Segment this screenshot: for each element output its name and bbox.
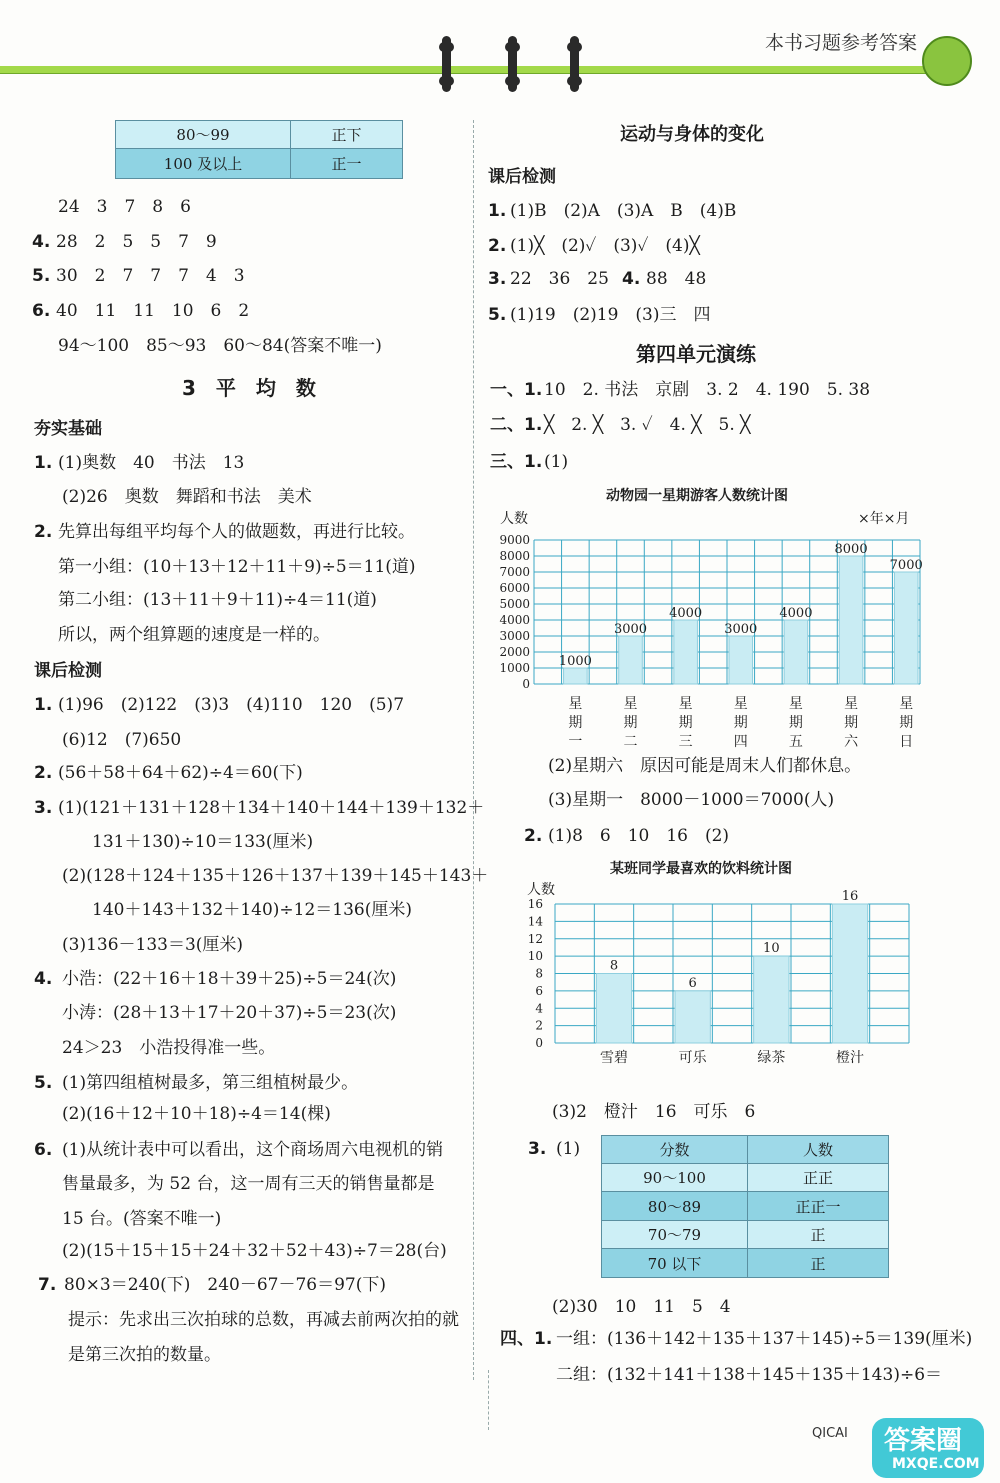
question-number: 4. — [34, 969, 53, 989]
question-number: 7. — [38, 1275, 57, 1295]
answer-line: 80×3＝240(下) 240－67－76＝97(下) — [64, 1275, 387, 1295]
y-tick-label: 4000 — [499, 613, 530, 627]
x-tick-label: 日 — [899, 734, 914, 750]
answer-line: 是第三次拍的数量。 — [68, 1345, 221, 1365]
x-tick-label: 星 — [788, 696, 803, 712]
x-tick-label: 绿茶 — [757, 1050, 786, 1066]
answer-line: 所以，两个组算题的速度是一样的。 — [58, 625, 330, 645]
answer-line: 售量最多，为 52 台，这一周有三天的销售量都是 — [62, 1174, 435, 1194]
x-tick-label: 星 — [678, 696, 693, 712]
answer-line: (1)奥数 40 书法 13 — [58, 453, 245, 473]
data-label: 8 — [609, 958, 619, 974]
answer-line: 30 2 7 7 7 4 3 — [56, 266, 245, 286]
question-number: 二、1. — [490, 415, 543, 435]
table-cell: 80～99 — [116, 121, 291, 149]
answer-line: 一组：(136＋142＋135＋137＋145)÷5＝139(厘米) — [556, 1329, 973, 1349]
answer-line: 22 36 25 — [510, 269, 609, 289]
question-number: 1. — [488, 201, 507, 221]
answer-line: (1)╳ (2)✓ (3)✓ (4)╳ — [510, 236, 700, 256]
data-label: 4000 — [779, 606, 813, 621]
answer-line: 第二小组：(13＋11＋9＋11)÷4＝11(道) — [58, 590, 377, 610]
answer-line: (1)B (2)A (3)A B (4)B — [510, 201, 737, 221]
y-tick-label: 12 — [527, 931, 543, 946]
x-tick-label: 期 — [899, 715, 914, 731]
x-tick-label: 一 — [568, 734, 583, 750]
bar — [839, 556, 863, 684]
section-title: 3 平 均 数 — [182, 376, 316, 400]
question-number: 2. — [524, 826, 543, 846]
data-label: 4000 — [669, 606, 703, 621]
bar — [619, 636, 643, 684]
x-tick-label: 可乐 — [678, 1050, 707, 1066]
bar — [832, 904, 867, 1043]
answer-line: (56＋58＋64＋62)÷4＝60(下) — [58, 763, 303, 783]
question-number: 2. — [488, 236, 507, 256]
answer-line: (1)19 (2)19 (3)三 四 — [510, 305, 711, 325]
question-number: 3. — [488, 269, 507, 289]
answer-line: (1)(121＋131＋128＋134＋140＋144＋139＋132＋ — [58, 798, 485, 818]
answer-line: (1) — [544, 452, 569, 472]
frequency-table — [115, 120, 403, 179]
question-number: 5. — [34, 1073, 53, 1093]
x-tick-label: 六 — [844, 734, 859, 750]
question-number: 5. — [488, 305, 507, 325]
subsection-title: 夯实基础 — [34, 419, 102, 439]
question-number: 1. — [34, 695, 53, 715]
subsection-title: 课后检测 — [488, 167, 556, 187]
bar — [729, 636, 753, 684]
answer-line: 小涛：(28＋13＋17＋20＋37)÷5＝23(次) — [62, 1003, 397, 1023]
chart2-title: 某班同学最喜欢的饮料统计图 — [610, 861, 792, 877]
table-cell: 70～79 — [602, 1221, 748, 1249]
x-tick-label: 五 — [788, 734, 803, 750]
x-tick-label: 星 — [844, 696, 859, 712]
y-tick-label: 7000 — [499, 565, 530, 579]
question-number: 2. — [34, 763, 53, 783]
answer-line: 提示：先求出三次拍球的总数，再减去前两次拍的就 — [68, 1310, 459, 1330]
question-number: 5. — [32, 266, 51, 286]
binder-clip-icon — [570, 36, 579, 92]
bar — [596, 974, 631, 1044]
y-tick-label: 3000 — [499, 629, 530, 643]
x-tick-label: 期 — [844, 715, 859, 731]
table-cell: 正正 — [748, 1164, 889, 1192]
y-tick-label: 1000 — [499, 661, 530, 675]
y-tick-label: 5000 — [499, 597, 530, 611]
x-tick-label: 星 — [568, 696, 583, 712]
answer-line: (2)星期六 原因可能是周末人们都休息。 — [548, 756, 862, 776]
answer-line: 先算出每组平均每个人的做题数，再进行比较。 — [58, 522, 415, 542]
column-divider — [473, 120, 474, 1380]
question-number: 四、1. — [500, 1329, 553, 1349]
table-cell: 正 — [748, 1249, 889, 1278]
watermark-url: MXQE.COM — [892, 1456, 980, 1472]
bar — [675, 991, 710, 1043]
answer-line: (2)(128＋124＋135＋126＋137＋139＋145＋143＋ — [62, 866, 489, 886]
data-label: 3000 — [724, 622, 758, 637]
x-tick-label: 期 — [733, 715, 748, 731]
answer-line: 24＞23 小浩投得准一些。 — [62, 1038, 276, 1058]
x-tick-label: 二 — [623, 734, 638, 750]
data-label: 7000 — [889, 558, 923, 573]
y-tick-label: 6 — [535, 983, 543, 998]
answer-line: 88 48 — [646, 269, 707, 289]
x-tick-label: 雪碧 — [600, 1050, 628, 1066]
answer-line: (1) — [556, 1139, 581, 1159]
header-title: 本书习题参考答案 — [765, 32, 918, 54]
answer-line: 40 11 11 10 6 2 — [56, 301, 250, 321]
chart1-title: 动物园一星期游客人数统计图 — [606, 488, 788, 504]
y-tick-label: 9000 — [499, 533, 530, 547]
visitors-bar-chart — [488, 528, 928, 750]
section-title: 运动与身体的变化 — [620, 124, 764, 145]
question-number: 6. — [34, 1140, 53, 1160]
answer-line: (3)136－133＝3(厘米) — [62, 935, 244, 955]
answer-line: (1)第四组植树最多，第三组植树最少。 — [62, 1073, 359, 1093]
score-table — [601, 1135, 889, 1278]
bar — [564, 668, 588, 684]
watermark-text: 答案圈 — [884, 1426, 963, 1456]
drinks-bar-chart — [515, 876, 915, 1071]
data-label: 6 — [688, 975, 697, 991]
unit-title: 第四单元演练 — [636, 342, 756, 366]
answer-line: (3)星期一 8000－1000＝7000(人) — [548, 790, 835, 810]
question-number: 三、1. — [490, 452, 543, 472]
question-number: 一、1. — [490, 380, 543, 400]
x-tick-label: 期 — [623, 715, 638, 731]
chart2-ylabel: 人数 — [527, 882, 555, 898]
answer-line: (2)(15＋15＋15＋24＋32＋52＋43)÷7＝28(台) — [62, 1241, 447, 1261]
bar — [784, 620, 808, 684]
x-tick-label: 期 — [788, 715, 803, 731]
table-cell: 100 及以上 — [116, 149, 291, 179]
question-number: 1. — [34, 453, 53, 473]
answer-line: 24 3 7 8 6 — [58, 197, 191, 217]
question-number: 4. — [622, 269, 641, 289]
answer-line: (1)8 6 10 16 (2) — [548, 826, 730, 846]
data-label: 1000 — [558, 654, 592, 669]
x-tick-label: 星 — [623, 696, 638, 712]
table-header: 人数 — [748, 1136, 889, 1164]
x-tick-label: 四 — [733, 734, 748, 750]
answer-line: (1)从统计表中可以看出，这个商场周六电视机的销 — [62, 1140, 444, 1160]
question-number: 2. — [34, 522, 53, 542]
x-tick-label: 星 — [899, 696, 914, 712]
x-tick-label: 三 — [678, 734, 693, 750]
answer-line: 15 台。(答案不唯一) — [62, 1209, 222, 1229]
x-tick-label: 星 — [733, 696, 748, 712]
table-cell: 正一 — [291, 149, 403, 179]
y-tick-label: 6000 — [499, 581, 530, 595]
table-cell: 90～100 — [602, 1164, 748, 1192]
y-tick-label: 0 — [522, 677, 530, 691]
answer-line: 131＋130)÷10＝133(厘米) — [92, 832, 314, 852]
y-tick-label: 0 — [535, 1036, 543, 1050]
data-label: 8000 — [834, 542, 868, 557]
subsection-title: 课后检测 — [34, 661, 102, 681]
y-tick-label: 2000 — [499, 645, 530, 659]
chart1-ylabel: 人数 — [500, 511, 528, 527]
question-number: 3. — [34, 798, 53, 818]
answer-line: 140＋143＋132＋140)÷12＝136(厘米) — [92, 900, 413, 920]
answer-line: 94～100 85～93 60～84(答案不唯一) — [58, 336, 382, 356]
footer-code: QICAI — [812, 1426, 848, 1441]
data-label: 10 — [763, 941, 780, 957]
publisher-logo-icon — [922, 36, 972, 86]
answer-line: 二组：(132＋141＋138＋145＋135＋143)÷6＝ — [556, 1365, 943, 1385]
answer-line: 28 2 5 5 7 9 — [56, 232, 217, 252]
data-label: 3000 — [613, 622, 648, 637]
question-number: 4. — [32, 232, 51, 252]
x-tick-label: 期 — [568, 715, 583, 731]
answer-line: 10 2. 书法 京剧 3. 2 4. 190 5. 38 — [544, 380, 871, 400]
answer-line: (1)96 (2)122 (3)3 (4)110 120 (5)7 — [58, 695, 405, 715]
answer-line: (2)(16＋12＋10＋18)÷4＝14(棵) — [62, 1104, 331, 1124]
answer-line: (2)30 10 11 5 4 — [552, 1297, 731, 1317]
chart1-date-label: ×年×月 — [858, 511, 910, 527]
table-cell: 80～89 — [602, 1192, 748, 1221]
y-tick-label: 8000 — [499, 549, 530, 563]
bar — [674, 620, 698, 684]
y-tick-label: 2 — [535, 1018, 543, 1033]
y-tick-label: 4 — [535, 1001, 543, 1016]
answer-line: ╳ 2. ╳ 3. ✓ 4. ╳ 5. ╳ — [544, 415, 751, 435]
answer-line: (6)12 (7)650 — [62, 730, 182, 750]
answer-line: (3)2 橙汁 16 可乐 6 — [552, 1102, 756, 1122]
table-cell: 70 以下 — [602, 1249, 748, 1278]
header-rule — [0, 66, 928, 74]
answer-line: 小浩：(22＋16＋18＋39＋25)÷5＝24(次) — [62, 969, 397, 989]
bar — [754, 956, 789, 1043]
x-tick-label: 橙汁 — [836, 1050, 864, 1066]
table-cell: 正正一 — [748, 1192, 889, 1221]
y-tick-label: 14 — [527, 914, 543, 929]
table-cell: 正 — [748, 1221, 889, 1249]
question-number: 6. — [32, 301, 51, 321]
data-label: 16 — [841, 889, 859, 904]
column-divider — [488, 1370, 489, 1430]
binder-clip-icon — [508, 36, 517, 92]
y-tick-label: 16 — [527, 897, 543, 911]
table-cell: 正下 — [291, 121, 403, 149]
answer-line: 第一小组：(10＋13＋12＋11＋9)÷5＝11(道) — [58, 557, 416, 577]
table-header: 分数 — [602, 1136, 748, 1164]
answer-line: (2)26 奥数 舞蹈和书法 美术 — [62, 487, 312, 507]
bar — [894, 572, 918, 684]
binder-clip-icon — [442, 36, 451, 92]
x-tick-label: 期 — [678, 715, 693, 731]
y-tick-label: 10 — [527, 949, 543, 964]
question-number: 3. — [528, 1139, 547, 1159]
y-tick-label: 8 — [535, 966, 543, 981]
